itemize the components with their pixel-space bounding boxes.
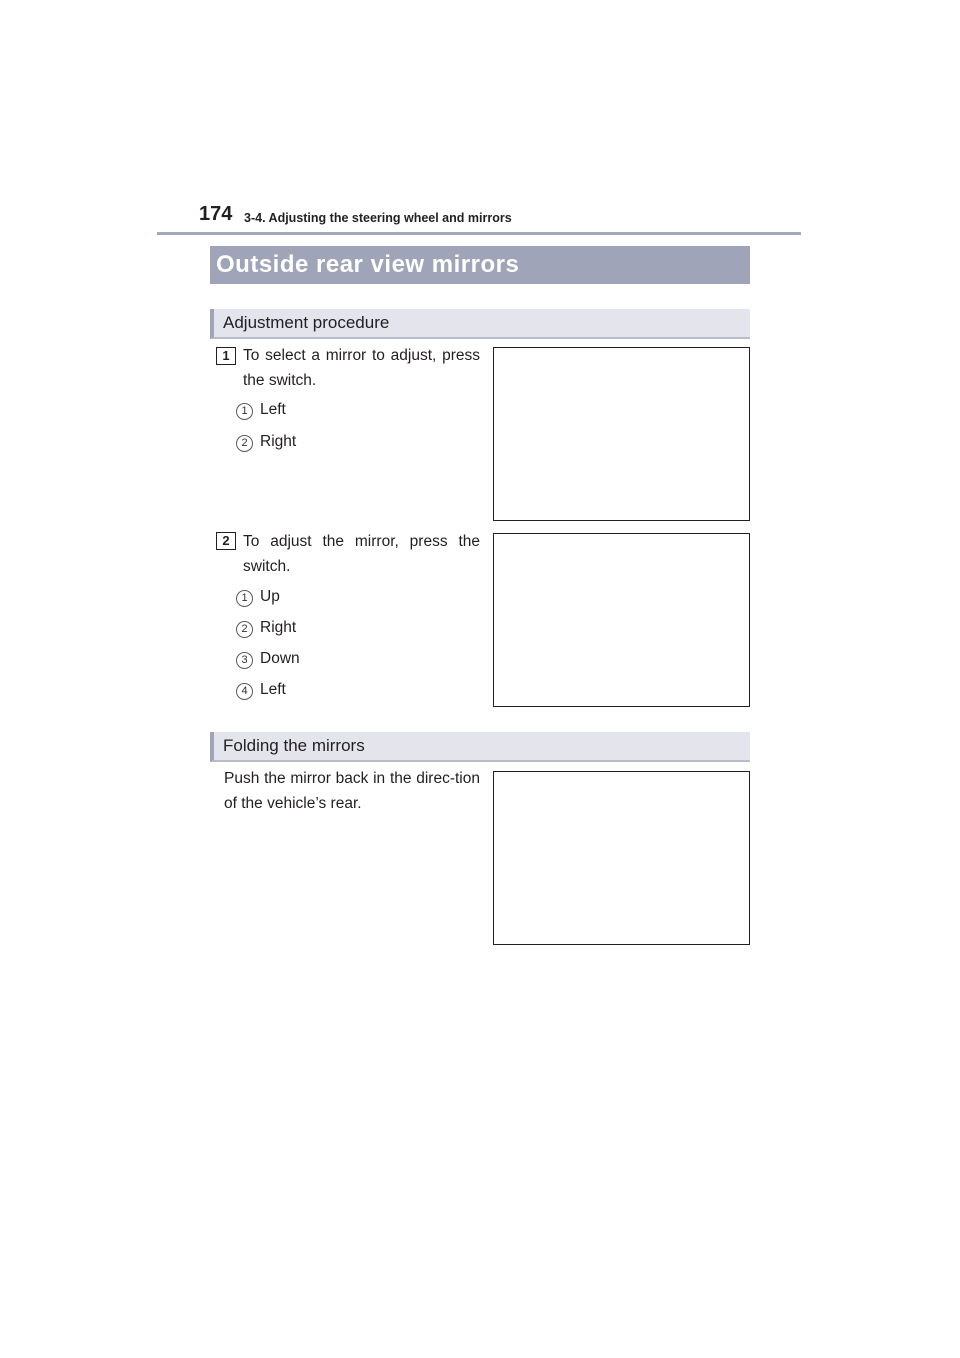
- item-label: Up: [260, 588, 280, 605]
- folding-instruction: Push the mirror back in the direc-tion of the vehicle’s rear.: [224, 770, 480, 812]
- figure-mirror-adjust-switch: [493, 533, 750, 707]
- number-3-icon: 3: [236, 652, 253, 669]
- subheading-folding: Folding the mirrors: [210, 732, 750, 762]
- step-1-instruction: To select a mirror to adjust, press the switch.: [243, 347, 480, 389]
- step-badge-1: 1: [216, 347, 236, 365]
- item-label: Right: [260, 433, 297, 450]
- step-2-instruction: To adjust the mirror, press the switch.: [243, 533, 480, 575]
- figure-mirror-select-switch: [493, 347, 750, 521]
- step-badge-2: 2: [216, 532, 236, 550]
- item-label: Left: [260, 681, 286, 698]
- item-label: Right: [260, 619, 297, 636]
- item-label: Left: [260, 401, 286, 418]
- page-number: 174: [199, 203, 233, 225]
- chapter-title: 3-4. Adjusting the steering wheel and mirrors: [244, 211, 512, 225]
- subheading-adjustment: Adjustment procedure: [210, 309, 750, 339]
- number-2-icon: 2: [236, 435, 253, 452]
- item-label: Down: [260, 650, 300, 667]
- number-2-icon: 2: [236, 621, 253, 638]
- number-1-icon: 1: [236, 403, 253, 420]
- header-rule: [157, 232, 801, 235]
- figure-mirror-folding: [493, 771, 750, 945]
- number-1-icon: 1: [236, 590, 253, 607]
- number-4-icon: 4: [236, 683, 253, 700]
- section-title: Outside rear view mirrors: [210, 246, 750, 284]
